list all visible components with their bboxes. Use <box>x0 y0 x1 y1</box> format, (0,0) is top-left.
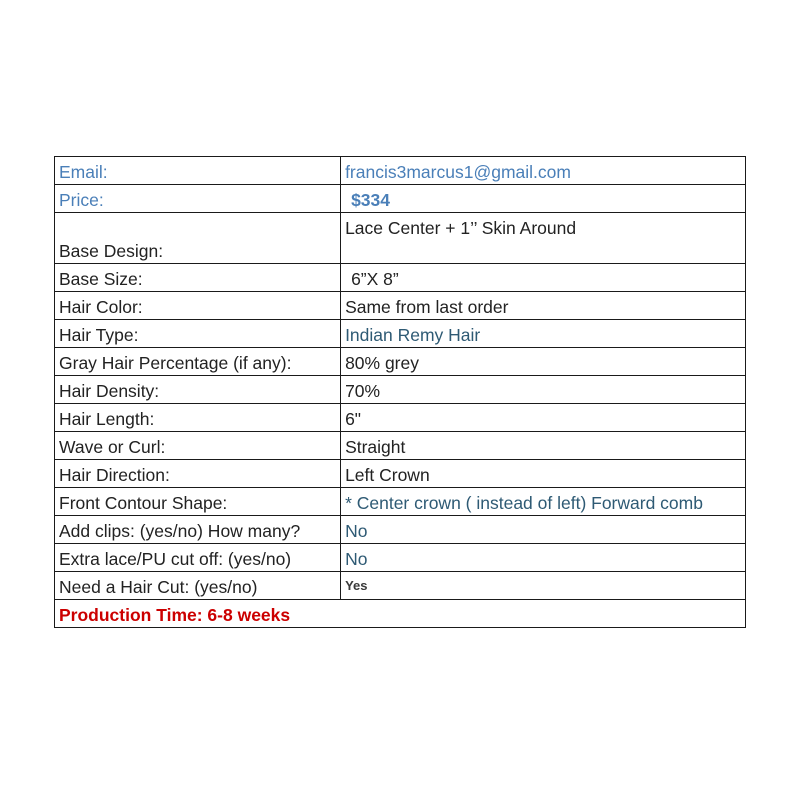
order-form-table <box>54 156 746 628</box>
row-add-clips <box>55 516 746 544</box>
row-base-design <box>55 213 746 264</box>
hair-density-value: 70% <box>341 376 746 404</box>
email-value: francis3marcus1@gmail.com <box>341 157 746 185</box>
row-hair-color <box>55 292 746 320</box>
hair-type-value: Indian Remy Hair <box>341 320 746 348</box>
price-label: Price: <box>55 185 341 213</box>
row-hair-cut <box>55 572 746 600</box>
row-gray-percentage <box>55 348 746 376</box>
hair-length-label: Hair Length: <box>55 404 341 432</box>
row-front-contour <box>55 488 746 516</box>
hair-color-value: Same from last order <box>341 292 746 320</box>
row-email <box>55 157 746 185</box>
base-design-label: Base Design: <box>55 213 341 264</box>
wave-curl-value: Straight <box>341 432 746 460</box>
row-hair-density <box>55 376 746 404</box>
base-size-value: 6”X 8” <box>341 264 746 292</box>
gray-percentage-label: Gray Hair Percentage (if any): <box>55 348 341 376</box>
front-contour-value: * Center crown ( instead of left) Forward comb <box>341 488 746 516</box>
row-wave-curl <box>55 432 746 460</box>
row-price <box>55 185 746 213</box>
row-hair-type <box>55 320 746 348</box>
hair-direction-value: Left Crown <box>341 460 746 488</box>
hair-cut-value: Yes <box>341 572 746 600</box>
gray-percentage-value: 80% grey <box>341 348 746 376</box>
row-base-size <box>55 264 746 292</box>
hair-cut-label: Need a Hair Cut: (yes/no) <box>55 572 341 600</box>
base-design-value: Lace Center + 1’’ Skin Around <box>341 213 746 264</box>
row-production-time <box>55 600 746 628</box>
base-size-label: Base Size: <box>55 264 341 292</box>
row-hair-length <box>55 404 746 432</box>
hair-color-label: Hair Color: <box>55 292 341 320</box>
extra-lace-value: No <box>341 544 746 572</box>
production-time-text: Production Time: 6-8 weeks <box>55 600 341 628</box>
wave-curl-label: Wave or Curl: <box>55 432 341 460</box>
add-clips-label: Add clips: (yes/no) How many? <box>55 516 341 544</box>
row-hair-direction <box>55 460 746 488</box>
email-label: Email: <box>55 157 341 185</box>
hair-density-label: Hair Density: <box>55 376 341 404</box>
front-contour-label: Front Contour Shape: <box>55 488 341 516</box>
hair-length-value: 6" <box>341 404 746 432</box>
production-time-blank-cell <box>341 600 746 628</box>
extra-lace-label: Extra lace/PU cut off: (yes/no) <box>55 544 341 572</box>
row-extra-lace <box>55 544 746 572</box>
hair-type-label: Hair Type: <box>55 320 341 348</box>
price-value: $334 <box>341 185 746 213</box>
add-clips-value: No <box>341 516 746 544</box>
hair-direction-label: Hair Direction: <box>55 460 341 488</box>
